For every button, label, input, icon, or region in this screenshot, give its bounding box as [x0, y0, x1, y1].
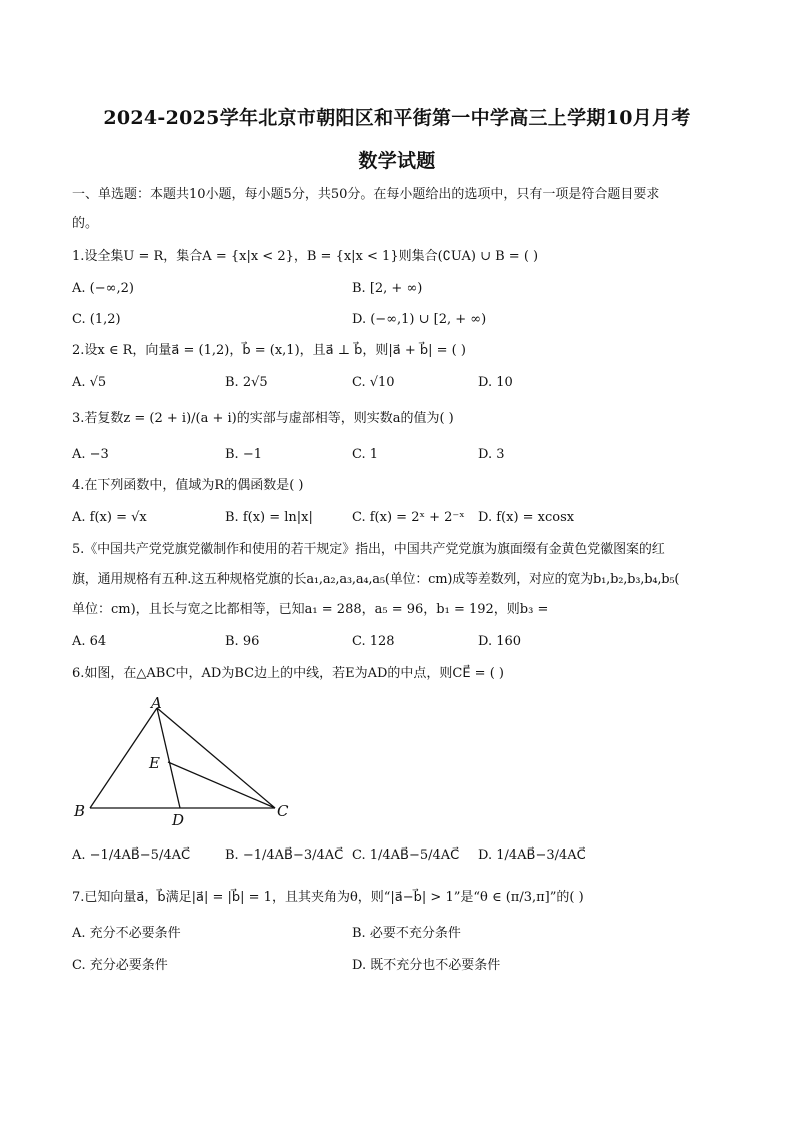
label-d: D — [172, 811, 185, 829]
q3-option-b: B. −1 — [225, 447, 262, 462]
question-5-stem-line3: 单位：cm)，且长与宽之比都相等，已知a₁ = 288，a₅ = 96，b₁ = 192，则b₃ = — [72, 602, 549, 617]
question-7-stem: 7.已知向量a⃗，b⃗满足|a⃗| = |b⃗| = 1，且其夹角为θ，则“|a⃗−b⃗| > 1”是“θ ∈ (π/3,π]”的( ) — [72, 890, 584, 905]
q3-option-a: A. −3 — [72, 447, 109, 462]
side-ab — [90, 708, 157, 808]
section-instruction-cont: 的。 — [72, 216, 99, 231]
label-e: E — [149, 754, 160, 772]
section-instruction: 一、单选题：本题共10小题，每小题5分，共50分。在每小题给出的选项中，只有一项是符合题目要求 — [72, 187, 660, 202]
q7-option-d: D. 既不充分也不必要条件 — [352, 958, 501, 973]
q1-option-b: B. [2, + ∞) — [352, 281, 423, 296]
q5-option-d: D. 160 — [478, 634, 522, 649]
q4-option-a: A. f(x) = √x — [72, 510, 147, 525]
q4-option-c: C. f(x) = 2ˣ + 2⁻ˣ — [352, 510, 465, 525]
question-5-stem-line1: 5.《中国共产党党旗党徽制作和使用的若干规定》指出，中国共产党党旗为旗面缀有金黄色党徽图案的红 — [72, 542, 665, 557]
q2-option-d: D. 10 — [478, 375, 513, 390]
q2-option-a: A. √5 — [72, 375, 107, 390]
label-b: B — [74, 802, 86, 820]
q4-option-d: D. f(x) = xcosx — [478, 510, 575, 525]
question-3-stem: 3.若复数z = (2 + i)/(a + i)的实部与虚部相等，则实数a的值为( ) — [72, 411, 454, 426]
q2-option-c: C. √10 — [352, 375, 395, 390]
q7-option-c: C. 充分必要条件 — [72, 958, 168, 973]
q3-option-c: C. 1 — [352, 447, 379, 462]
label-a: A — [151, 696, 162, 712]
q6-option-b: B. −1/4AB⃗−3/4AC⃗ — [225, 848, 344, 863]
question-6-stem: 6.如图，在△ABC中，AD为BC边上的中线，若E为AD的中点，则CE⃗ = ( ) — [72, 666, 504, 681]
q5-option-a: A. 64 — [72, 634, 107, 649]
side-ac — [157, 708, 275, 808]
exam-subtitle: 数学试题 — [358, 150, 436, 172]
q7-option-a: A. 充分不必要条件 — [72, 926, 181, 941]
exam-title: 2024-2025学年北京市朝阳区和平街第一中学高三上学期10月月考 — [103, 107, 691, 129]
question-4-stem: 4.在下列函数中，值域为R的偶函数是( ) — [72, 478, 304, 493]
label-c: C — [277, 802, 289, 820]
q3-option-d: D. 3 — [478, 447, 505, 462]
q1-option-d: D. (−∞,1) ∪ [2, + ∞) — [352, 312, 487, 327]
q4-option-b: B. f(x) = ln|x| — [225, 510, 313, 525]
q2-option-b: B. 2√5 — [225, 375, 268, 390]
question-1-stem: 1.设全集U = R，集合A = {x|x < 2}，B = {x|x < 1}则集合(∁UA) ∪ B = ( ) — [72, 249, 539, 264]
median-ad — [157, 708, 180, 808]
segment-ce — [168, 762, 275, 808]
triangle-figure — [70, 696, 300, 836]
question-2-stem: 2.设x ∈ R，向量a⃗ = (1,2)，b⃗ = (x,1)，且a⃗ ⊥ b⃗，则|a⃗ + b⃗| = ( ) — [72, 343, 466, 358]
question-5-stem-line2: 旗，通用规格有五种.这五种规格党旗的长a₁,a₂,a₃,a₄,a₅(单位：cm)成等差数列，对应的宽为b₁,b₂,b₃,b₄,b₅( — [72, 572, 680, 587]
q1-option-a: A. (−∞,2) — [72, 281, 134, 296]
q6-option-d: D. 1/4AB⃗−3/4AC⃗ — [478, 848, 586, 863]
q5-option-b: B. 96 — [225, 634, 260, 649]
q1-option-c: C. (1,2) — [72, 312, 121, 327]
q6-option-a: A. −1/4AB⃗−5/4AC⃗ — [72, 848, 191, 863]
q5-option-c: C. 128 — [352, 634, 395, 649]
q7-option-b: B. 必要不充分条件 — [352, 926, 461, 941]
q6-option-c: C. 1/4AB⃗−5/4AC⃗ — [352, 848, 460, 863]
